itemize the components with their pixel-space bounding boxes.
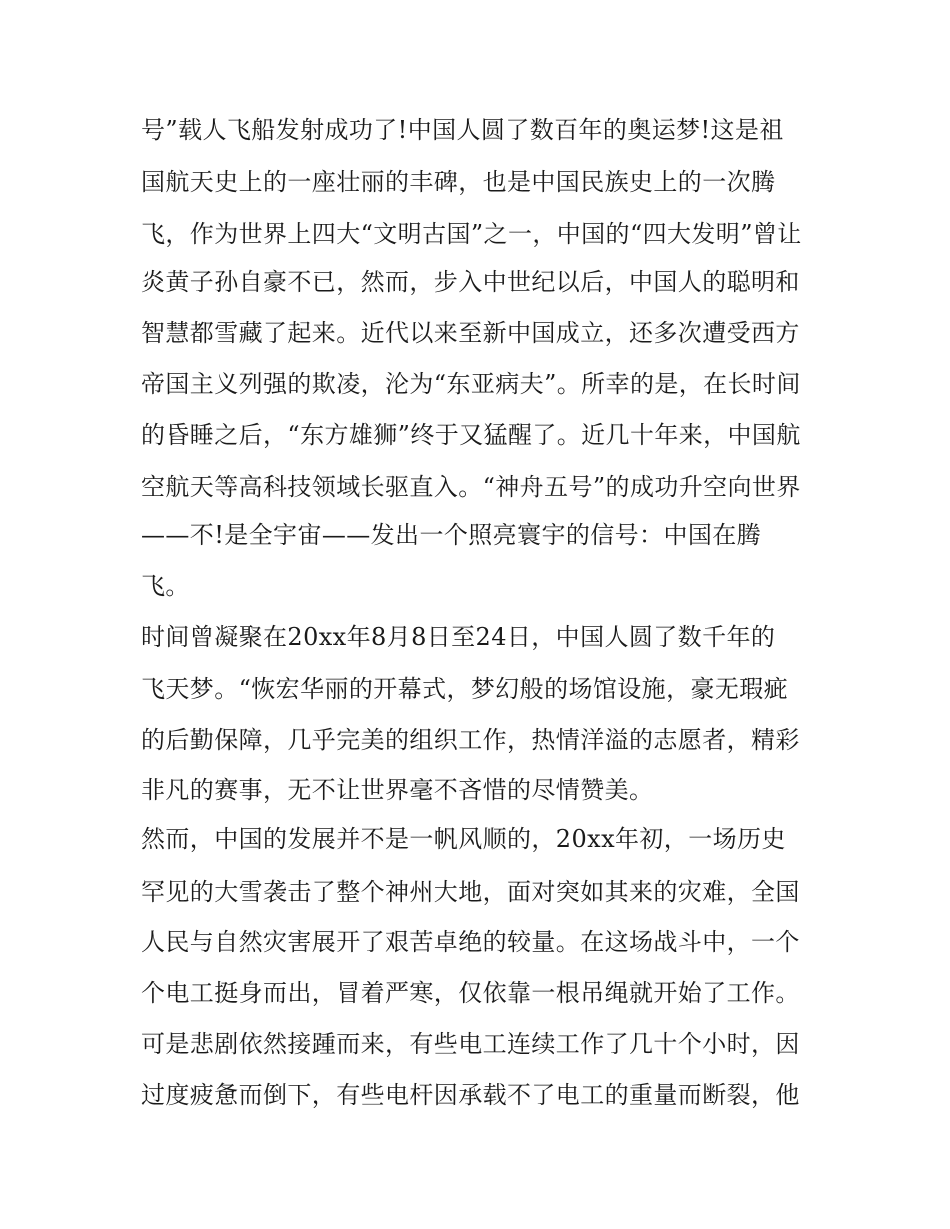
text-line: 然而，中国的发展并不是一帆风顺的，20xx年初，一场历史 [141, 825, 786, 853]
text-line: 号”载人飞船发射成功了!中国人圆了数百年的奥运梦!这是祖 [141, 116, 784, 144]
text-line: 飞天梦。“恢宏华丽的开幕式，梦幻般的场馆设施，豪无瑕疵 [141, 675, 789, 703]
text-line: 人民与自然灾害展开了艰苦卓绝的较量。在这场战斗中，一个 [141, 928, 800, 956]
text-line: 时间曾凝聚在20xx年8月8日至24日，中国人圆了数千年的 [141, 623, 776, 651]
text-line: 飞。 [141, 572, 190, 600]
text-line: 的后勤保障，几乎完美的组织工作，热情洋溢的志愿者，精彩 [141, 726, 800, 754]
text-line: 飞，作为世界上四大“文明古国”之一，中国的“四大发明”曾让 [141, 220, 802, 248]
text-line: 帝国主义列强的欺凌，沦为“东亚病夫”。所幸的是，在长时间 [141, 370, 801, 398]
text-line: 的昏睡之后，“东方雄狮”终于又猛醒了。近几十年来，中国航 [141, 421, 801, 449]
text-line: 国航天史上的一座壮丽的丰碑，也是中国民族史上的一次腾 [141, 168, 776, 196]
text-line: 可是悲剧依然接踵而来，有些电工连续工作了几十个小时，因 [141, 1030, 800, 1058]
text-line: 空航天等高科技领域长驱直入。“神舟五号”的成功升空向世界 [141, 473, 801, 501]
text-line: 非凡的赛事，无不让世界毫不吝惜的尽情赞美。 [141, 776, 654, 804]
text-line: ——不!是全宇宙——发出一个照亮寰宇的信号：中国在腾 [141, 521, 762, 549]
text-line: 智慧都雪藏了起来。近代以来至新中国成立，还多次遭受西方 [141, 319, 800, 347]
text-line: 罕见的大雪袭击了整个神州大地，面对突如其来的灾难，全国 [141, 878, 800, 906]
text-line: 炎黄子孙自豪不已，然而，步入中世纪以后，中国人的聪明和 [141, 268, 800, 296]
text-line: 个电工挺身而出，冒着严寒，仅依靠一根吊绳就开始了工作。 [141, 979, 800, 1007]
text-line: 过度疲惫而倒下，有些电杆因承载不了电工的重量而断裂，他 [141, 1081, 800, 1109]
